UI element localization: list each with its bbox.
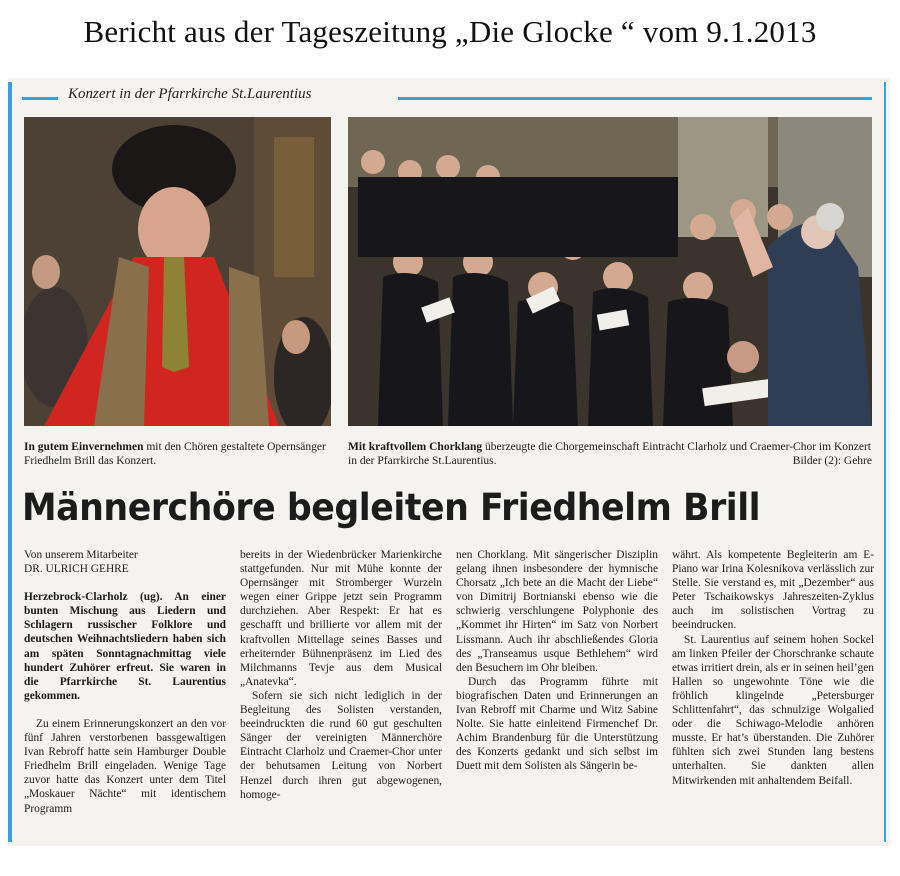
photo-singer [24,117,331,426]
rubric-rule-right [398,97,872,100]
caption-choir-text: überzeugte die Chorgemeinschaft Eintracht Clarholz und Craemer-Chor im Konzert in der Pfarrkirche St.Laurentius. [348,441,871,467]
page-heading: Bericht aus der Tageszeitung „Die Glocke “ vom 9.1.2013 [83,14,817,49]
article-paragraph: währt. Als kompetente Begleiterin am E-Piano war Irina Kolesnikova verlässlich zur Stelle. Sie verstand es, mit „Dezember“ aus Peter Tschaikowskys Jahreszeiten-Zyklus auch im solistischen Vortrag zu beeindrucken. [672,549,874,632]
caption-choir-lead: Mit kraftvollem Chorklang [348,441,483,453]
article-paragraph: bereits in der Wiedenbrücker Marienkirche stattgefunden. Nur mit Mühe konnte der Opernsänger mit Stromberger Wurzeln wegen einer Grippe jetzt sein Programm durchziehen. Aber Respekt: Er hat es geschafft und brillierte vor allem mit der kraftvollen Mittellage seines Basses und erheiternder Bühnenpräsenz im Lied des Milchmanns Tevje aus dem Musical „Anatevka“. [240,549,442,688]
article-column-4 [672,548,874,788]
caption-singer [24,440,334,468]
caption-singer-text: mit den Chören gestaltete Opernsänger Friedhelm Brill das Konzert. [24,441,326,467]
article-column-2 [240,548,442,802]
article-lead: Herzebrock-Clarholz (ug). An einer bunten Mischung aus Liedern und Schlagern russischer Folklore und deutschen Weihnachtsliedern haben sich am späten Sonntagnachmittag viele hundert Zuhörer erfreut. Sie waren in die Pfarrkirche St. Laurentius gekommen. [24,591,226,702]
caption-singer-lead: In gutem Einvernehmen [24,441,144,453]
right-border-rule [884,82,886,842]
left-border-rule [8,82,12,842]
article-paragraph: Durch das Programm führte mit biografischen Daten und Erinnerungen an Ivan Rebroff mit Charme und Witz Sabine Nolte. Sie hatte einleitend Firmenchef Dr. Achim Brandenburg für die Unterstützung des Konzerts gedankt und sich selbst im Duett mit dem Solisten als Sängerin be- [456,675,658,773]
rubric-rule-left [22,97,58,100]
article-paragraph: St. Laurentius auf seinem hohen Sockel am linken Pfeiler der Chorschranke schaute etwas irritiert drein, als er in seinen heil’gen Hallen so ungewohnte Töne wie die fröhlich klingelnde „Petersburger Schlittenfahrt“, das schnulzige Wolgalied oder die Schiwago-Melodie anhören musste. Er hat’s überstanden. Die Zuhörer fühlten sich zwei Stunden lang bestens unterhalten. Sie dankten allen Mitwirkenden mit anhaltendem Beifall. [672,633,874,787]
article-paragraph: nen Chorklang. Mit sängerischer Disziplin gelang ihnen insbesondere der hymnische Chorsatz „Ich bete an die Macht der Liebe“ von Dimitrij Bortnianski ebenso wie die schwierig verschlungene Polyphonie des „Kommet ihr Hirten“ im Satz von Norbert Lissmann. Auch ihr abschließendes Gloria des „Transeamus usque Bethlehem“ wird den Besuchern im Ohr bleiben. [456,549,658,674]
rubric-label: Konzert in der Pfarrkirche St.Laurentius [64,86,315,103]
article-paragraph: Zu einem Erinnerungskonzert an den vor fünf Jahren verstorbenen bassgewaltigen Ivan Rebroff hatte sein Hamburger Double Friedhelm Brill eingeladen. Wenige Tage zuvor hatte das Konzert unter dem Titel „Moskauer Nächte“ mit identischem Programm [24,717,226,815]
photo-choir [348,117,872,426]
photo-credit: Bilder (2): Gehre [792,455,872,467]
byline-line-1: Von unserem Mitarbeiter [24,549,138,561]
article-column-3 [456,548,658,774]
article-paragraph: Sofern sie sich nicht lediglich in der Begleitung des Solisten verstanden, beeindruckten die rund 60 gut geschulten Sänger der vereinigten Männerchöre Eintracht Clarholz und Craemer-Chor unter der behutsamen Leitung von Norbert Henzel durch ihren gut abgewogenen, homoge- [240,689,442,801]
photo-choir-image [348,117,872,426]
article-column-1 [24,548,226,816]
byline-author: DR. ULRICH GEHRE [24,563,129,576]
article-headline: Männerchöre begleiten Friedhelm Brill [22,486,761,529]
photo-singer-image [24,117,331,426]
